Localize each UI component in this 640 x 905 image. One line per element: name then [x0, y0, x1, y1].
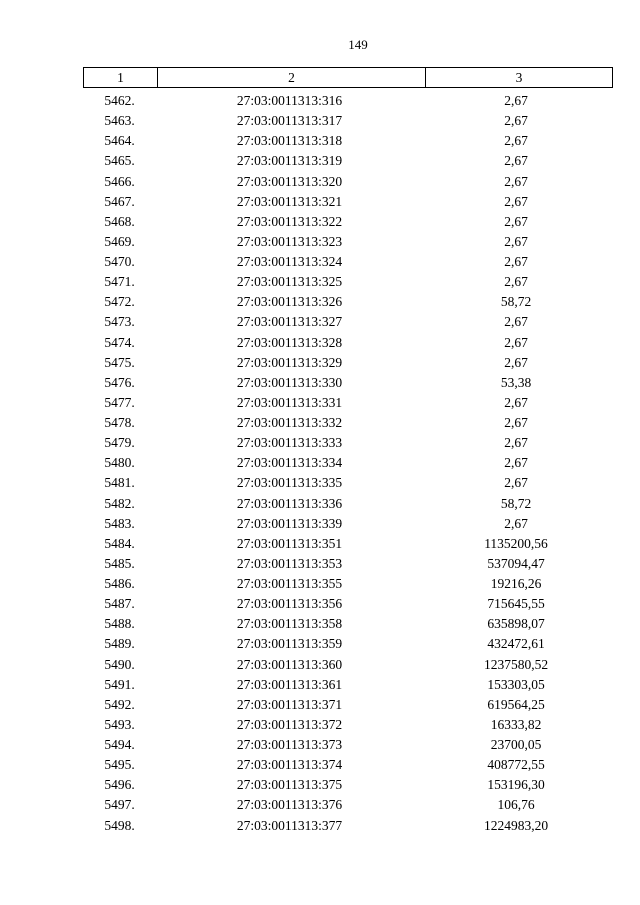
table-row	[83, 574, 609, 594]
row-value: 635898,07	[487, 616, 545, 632]
row-number: 5483.	[104, 515, 135, 531]
table-row	[83, 675, 609, 695]
cadastral-number: 27:03:0011313:327	[236, 314, 343, 330]
row-value: 58,72	[500, 294, 532, 310]
row-value: 2,67	[504, 93, 528, 108]
row-value: 408772,55	[487, 757, 545, 773]
row-value: 58,72	[500, 495, 532, 511]
table-row	[83, 634, 609, 654]
cadastral-number: 27:03:0011313:358	[236, 616, 343, 632]
row-number: 5466.	[104, 173, 135, 189]
row-number: 5492.	[104, 696, 135, 712]
row-value: 106,76	[497, 797, 535, 813]
cadastral-number: 27:03:0011313:320	[236, 173, 343, 189]
table-row	[83, 172, 609, 192]
row-number: 5488.	[104, 616, 135, 632]
table-row	[83, 453, 609, 473]
cadastral-number: 27:03:0011313:325	[236, 274, 343, 290]
table-row	[83, 232, 609, 252]
row-number: 5498.	[104, 817, 135, 833]
table-row	[83, 816, 609, 836]
row-number: 5489.	[104, 636, 135, 652]
row-value: 537094,47	[487, 555, 545, 571]
row-number: 5496.	[104, 777, 135, 793]
table-row	[83, 252, 609, 272]
table-row	[83, 333, 609, 353]
table-row	[83, 353, 609, 373]
row-value: 2,67	[504, 133, 528, 149]
row-value: 2,67	[504, 455, 528, 471]
table-row	[83, 212, 609, 232]
cadastral-number: 27:03:0011313:376	[236, 797, 343, 813]
cadastral-number: 27:03:0011313:329	[236, 354, 343, 370]
row-value: 2,67	[504, 415, 528, 430]
table-row	[83, 473, 609, 493]
cadastral-number: 27:03:0011313:372	[236, 716, 343, 732]
cadastral-number: 27:03:0011313:317	[236, 113, 343, 129]
row-number: 5491.	[104, 676, 135, 692]
row-number: 5478.	[104, 415, 135, 430]
row-value: 432472,61	[487, 636, 545, 652]
row-value: 619564,25	[487, 696, 545, 712]
row-number: 5468.	[104, 213, 135, 229]
table-row	[83, 534, 609, 554]
row-number: 5477.	[104, 394, 135, 410]
row-number: 5479.	[104, 435, 135, 451]
cadastral-number: 27:03:0011313:333	[236, 435, 343, 451]
cadastral-number: 27:03:0011313:319	[236, 153, 343, 169]
table-row	[83, 695, 609, 715]
row-number: 5484.	[104, 535, 135, 551]
row-value: 2,67	[504, 113, 528, 129]
row-number: 5467.	[104, 193, 135, 209]
row-value: 153196,30	[487, 777, 545, 793]
cadastral-number: 27:03:0011313:336	[236, 495, 343, 511]
row-value: 1224983,20	[483, 817, 549, 833]
row-number: 5494.	[104, 737, 135, 752]
table-row	[83, 413, 609, 433]
row-number: 5480.	[104, 455, 135, 471]
cadastral-number: 27:03:0011313:323	[236, 233, 343, 249]
row-value: 2,67	[504, 233, 528, 249]
cadastral-number: 27:03:0011313:335	[236, 475, 343, 491]
row-value: 2,67	[504, 394, 528, 410]
table-row	[83, 795, 609, 815]
table-row	[83, 715, 609, 735]
row-value: 2,67	[504, 213, 528, 229]
row-value: 2,67	[504, 435, 528, 451]
table-row	[83, 111, 609, 131]
table-row	[83, 735, 609, 755]
cadastral-number: 27:03:0011313:326	[236, 294, 343, 310]
row-value: 2,67	[504, 254, 528, 269]
cadastral-number: 27:03:0011313:328	[236, 334, 343, 350]
cadastral-number: 27:03:0011313:355	[236, 576, 343, 591]
table-row	[83, 554, 609, 574]
cadastral-number: 27:03:0011313:321	[236, 193, 343, 209]
row-value: 2,67	[504, 153, 528, 169]
cadastral-number: 27:03:0011313:331	[236, 394, 343, 410]
row-value: 2,67	[504, 274, 528, 290]
row-value: 2,67	[504, 354, 528, 370]
cadastral-number: 27:03:0011313:316	[236, 93, 343, 108]
row-value: 1237580,52	[483, 656, 549, 672]
cadastral-number: 27:03:0011313:360	[236, 656, 343, 672]
table-row	[83, 192, 609, 212]
table-row	[83, 755, 609, 775]
table-row	[83, 272, 609, 292]
cadastral-number: 27:03:0011313:373	[236, 737, 343, 752]
cadastral-number: 27:03:0011313:334	[236, 455, 343, 471]
table-row	[83, 131, 609, 151]
row-value: 53,38	[500, 374, 532, 390]
table-row	[83, 655, 609, 675]
row-number: 5473.	[104, 314, 135, 330]
table-row	[83, 393, 609, 413]
cadastral-number: 27:03:0011313:339	[236, 515, 343, 531]
cadastral-number: 27:03:0011313:330	[236, 374, 343, 390]
row-number: 5469.	[104, 233, 135, 249]
row-value: 2,67	[504, 314, 528, 330]
table-row	[83, 514, 609, 534]
table-row	[83, 151, 609, 171]
cadastral-number: 27:03:0011313:318	[236, 133, 343, 149]
table-row	[83, 292, 609, 312]
row-number: 5471.	[104, 274, 135, 290]
cadastral-number: 27:03:0011313:371	[236, 696, 343, 712]
row-number: 5481.	[104, 475, 135, 491]
row-number: 5490.	[104, 656, 135, 672]
row-number: 5485.	[104, 555, 135, 571]
header-col-2: 2	[158, 68, 426, 88]
row-value: 2,67	[504, 515, 528, 531]
row-value: 2,67	[504, 475, 528, 491]
row-value: 16333,82	[490, 716, 542, 732]
page-number: 149	[348, 37, 368, 52]
table-header	[83, 67, 613, 88]
cadastral-number: 27:03:0011313:332	[236, 415, 343, 430]
header-col-1: 1	[84, 68, 158, 88]
row-number: 5474.	[104, 334, 135, 350]
cadastral-number: 27:03:0011313:353	[236, 555, 343, 571]
cadastral-number: 27:03:0011313:361	[236, 676, 343, 692]
row-number: 5464.	[104, 133, 135, 149]
row-number: 5476.	[104, 374, 135, 390]
cadastral-number: 27:03:0011313:375	[236, 777, 343, 793]
row-number: 5475.	[104, 354, 135, 370]
row-number: 5495.	[104, 757, 135, 773]
cadastral-number: 27:03:0011313:356	[236, 596, 343, 612]
row-number: 5493.	[104, 716, 135, 732]
table-body	[83, 91, 609, 836]
row-number: 5482.	[104, 495, 135, 511]
row-value: 1135200,56	[484, 535, 548, 551]
table-row	[83, 494, 609, 514]
row-number: 5465.	[104, 153, 135, 169]
row-number: 5486.	[104, 576, 135, 591]
cadastral-number: 27:03:0011313:359	[236, 636, 343, 652]
cadastral-number: 27:03:0011313:322	[236, 213, 343, 229]
table-row	[83, 594, 609, 614]
row-value: 23700,05	[490, 737, 542, 752]
table-row	[83, 373, 609, 393]
row-value: 19216,26	[490, 576, 542, 591]
table-row	[83, 775, 609, 795]
cadastral-number: 27:03:0011313:377	[236, 817, 343, 833]
row-number: 5472.	[104, 294, 135, 310]
table-row	[83, 312, 609, 332]
table-row	[83, 433, 609, 453]
table-row	[83, 91, 609, 111]
table-row	[83, 614, 609, 634]
row-value: 2,67	[504, 334, 528, 350]
row-number: 5497.	[104, 797, 135, 813]
cadastral-number: 27:03:0011313:374	[236, 757, 343, 773]
row-value: 2,67	[504, 173, 528, 189]
row-value: 153303,05	[487, 676, 545, 692]
row-number: 5463.	[104, 113, 135, 129]
row-value: 715645,55	[487, 596, 545, 612]
row-number: 5470.	[104, 254, 135, 269]
row-value: 2,67	[504, 193, 528, 209]
cadastral-number: 27:03:0011313:324	[236, 254, 343, 269]
header-row	[84, 68, 613, 88]
cadastral-number: 27:03:0011313:351	[236, 535, 343, 551]
header-col-3: 3	[426, 68, 613, 88]
row-number: 5462.	[104, 93, 135, 108]
row-number: 5487.	[104, 596, 135, 612]
